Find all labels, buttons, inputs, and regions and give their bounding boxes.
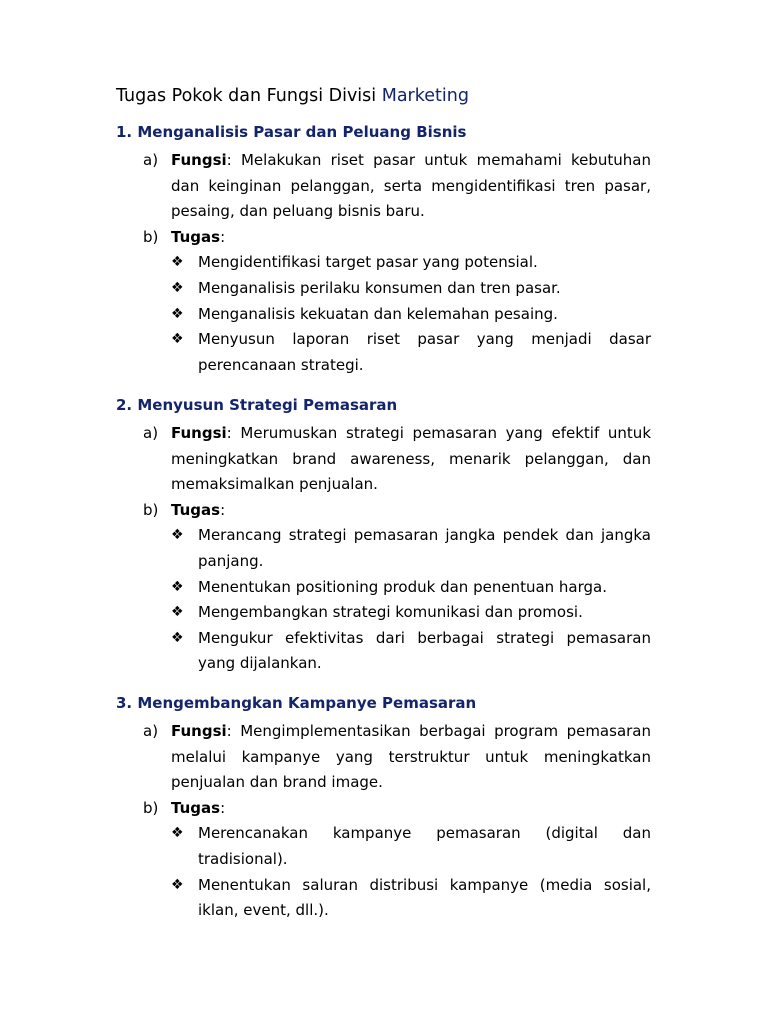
list-item	[116, 327, 651, 378]
section-3	[116, 693, 656, 924]
list-item-text: Mengidentifikasi target pasar yang potensial.	[198, 253, 538, 272]
diamond-bullet-icon: ❖	[171, 629, 184, 646]
list-item	[116, 626, 651, 677]
fungsi-text: : Mengimplementasikan berbagai program pemasaran melalui kampanye yang terstruktur untuk meningkatkan penjualan dan brand image.	[171, 722, 651, 792]
list-item	[116, 302, 651, 328]
list-item	[116, 276, 651, 302]
tugas-list	[116, 250, 656, 378]
list-item-text: Merencanakan kampanye pemasaran (digital dan tradisional).	[198, 824, 651, 868]
tugas-colon: :	[220, 227, 226, 246]
list-item	[116, 523, 651, 574]
list-item	[116, 821, 651, 872]
list-item	[116, 873, 651, 924]
fungsi-item	[116, 719, 651, 796]
fungsi-label: Fungsi	[171, 722, 227, 740]
item-marker-a: a)	[143, 722, 159, 740]
tugas-label: Tugas	[171, 227, 221, 246]
section-2	[116, 395, 656, 677]
tugas-item	[116, 225, 651, 251]
list-item-text: Menyusun laporan riset pasar yang menjadi dasar perencanaan strategi.	[198, 330, 651, 374]
fungsi-label: Fungsi	[171, 151, 227, 169]
tugas-colon: :	[220, 500, 226, 519]
diamond-bullet-icon: ❖	[171, 825, 184, 842]
list-item-text: Menentukan positioning produk dan penentuan harga.	[198, 577, 608, 596]
list-item	[116, 575, 651, 601]
item-marker-b: b)	[143, 500, 159, 519]
item-marker-b: b)	[143, 227, 159, 246]
diamond-bullet-icon: ❖	[171, 578, 184, 595]
title-main: Tugas Pokok dan Fungsi Divisi	[116, 86, 382, 106]
diamond-bullet-icon: ❖	[171, 305, 184, 322]
list-item-text: Menganalisis perilaku konsumen dan tren pasar.	[198, 278, 561, 297]
diamond-bullet-icon: ❖	[171, 604, 184, 621]
list-item-text: Menentukan saluran distribusi kampanye (media sosial, iklan, event, dll.).	[198, 875, 651, 920]
tugas-item	[116, 796, 651, 822]
list-item-text: Menganalisis kekuatan dan kelemahan pesaing.	[198, 304, 558, 323]
list-item	[116, 600, 651, 626]
diamond-bullet-icon: ❖	[171, 254, 184, 271]
fungsi-text: : Melakukan riset pasar untuk memahami kebutuhan dan keinginan pelanggan, serta mengidentifikasi tren pasar, pesaing, dan peluang bisnis baru.	[171, 151, 651, 221]
title-accent: Marketing	[381, 86, 469, 106]
tugas-colon: :	[220, 798, 226, 817]
section-1	[116, 122, 656, 378]
section-heading: 3. Mengembangkan Kampanye Pemasaran	[116, 694, 477, 712]
diamond-bullet-icon: ❖	[171, 876, 184, 893]
tugas-list	[116, 821, 656, 923]
fungsi-text: : Merumuskan strategi pemasaran yang efektif untuk meningkatkan brand awareness, menarik pelanggan, dan memaksimalkan penjualan.	[171, 424, 651, 494]
item-marker-b: b)	[143, 798, 159, 817]
tugas-label: Tugas	[171, 798, 221, 817]
item-marker-a: a)	[143, 151, 159, 169]
fungsi-item	[116, 148, 651, 225]
fungsi-item	[116, 421, 651, 498]
diamond-bullet-icon: ❖	[171, 331, 184, 348]
list-item-text: Mengukur efektivitas dari berbagai strategi pemasaran yang dijalankan.	[198, 628, 651, 673]
list-item-text: Mengembangkan strategi komunikasi dan promosi.	[198, 603, 583, 622]
item-marker-a: a)	[143, 424, 159, 442]
tugas-list	[116, 523, 656, 677]
section-heading: 2. Menyusun Strategi Pemasaran	[116, 396, 398, 414]
section-heading: 1. Menganalisis Pasar dan Peluang Bisnis	[116, 123, 467, 141]
tugas-item	[116, 498, 651, 524]
list-item	[116, 250, 651, 276]
tugas-label: Tugas	[171, 500, 221, 519]
diamond-bullet-icon: ❖	[171, 279, 184, 296]
document-title	[116, 84, 469, 108]
fungsi-label: Fungsi	[171, 424, 227, 442]
list-item-text: Merancang strategi pemasaran jangka pendek dan jangka panjang.	[198, 526, 651, 570]
diamond-bullet-icon: ❖	[171, 527, 184, 544]
